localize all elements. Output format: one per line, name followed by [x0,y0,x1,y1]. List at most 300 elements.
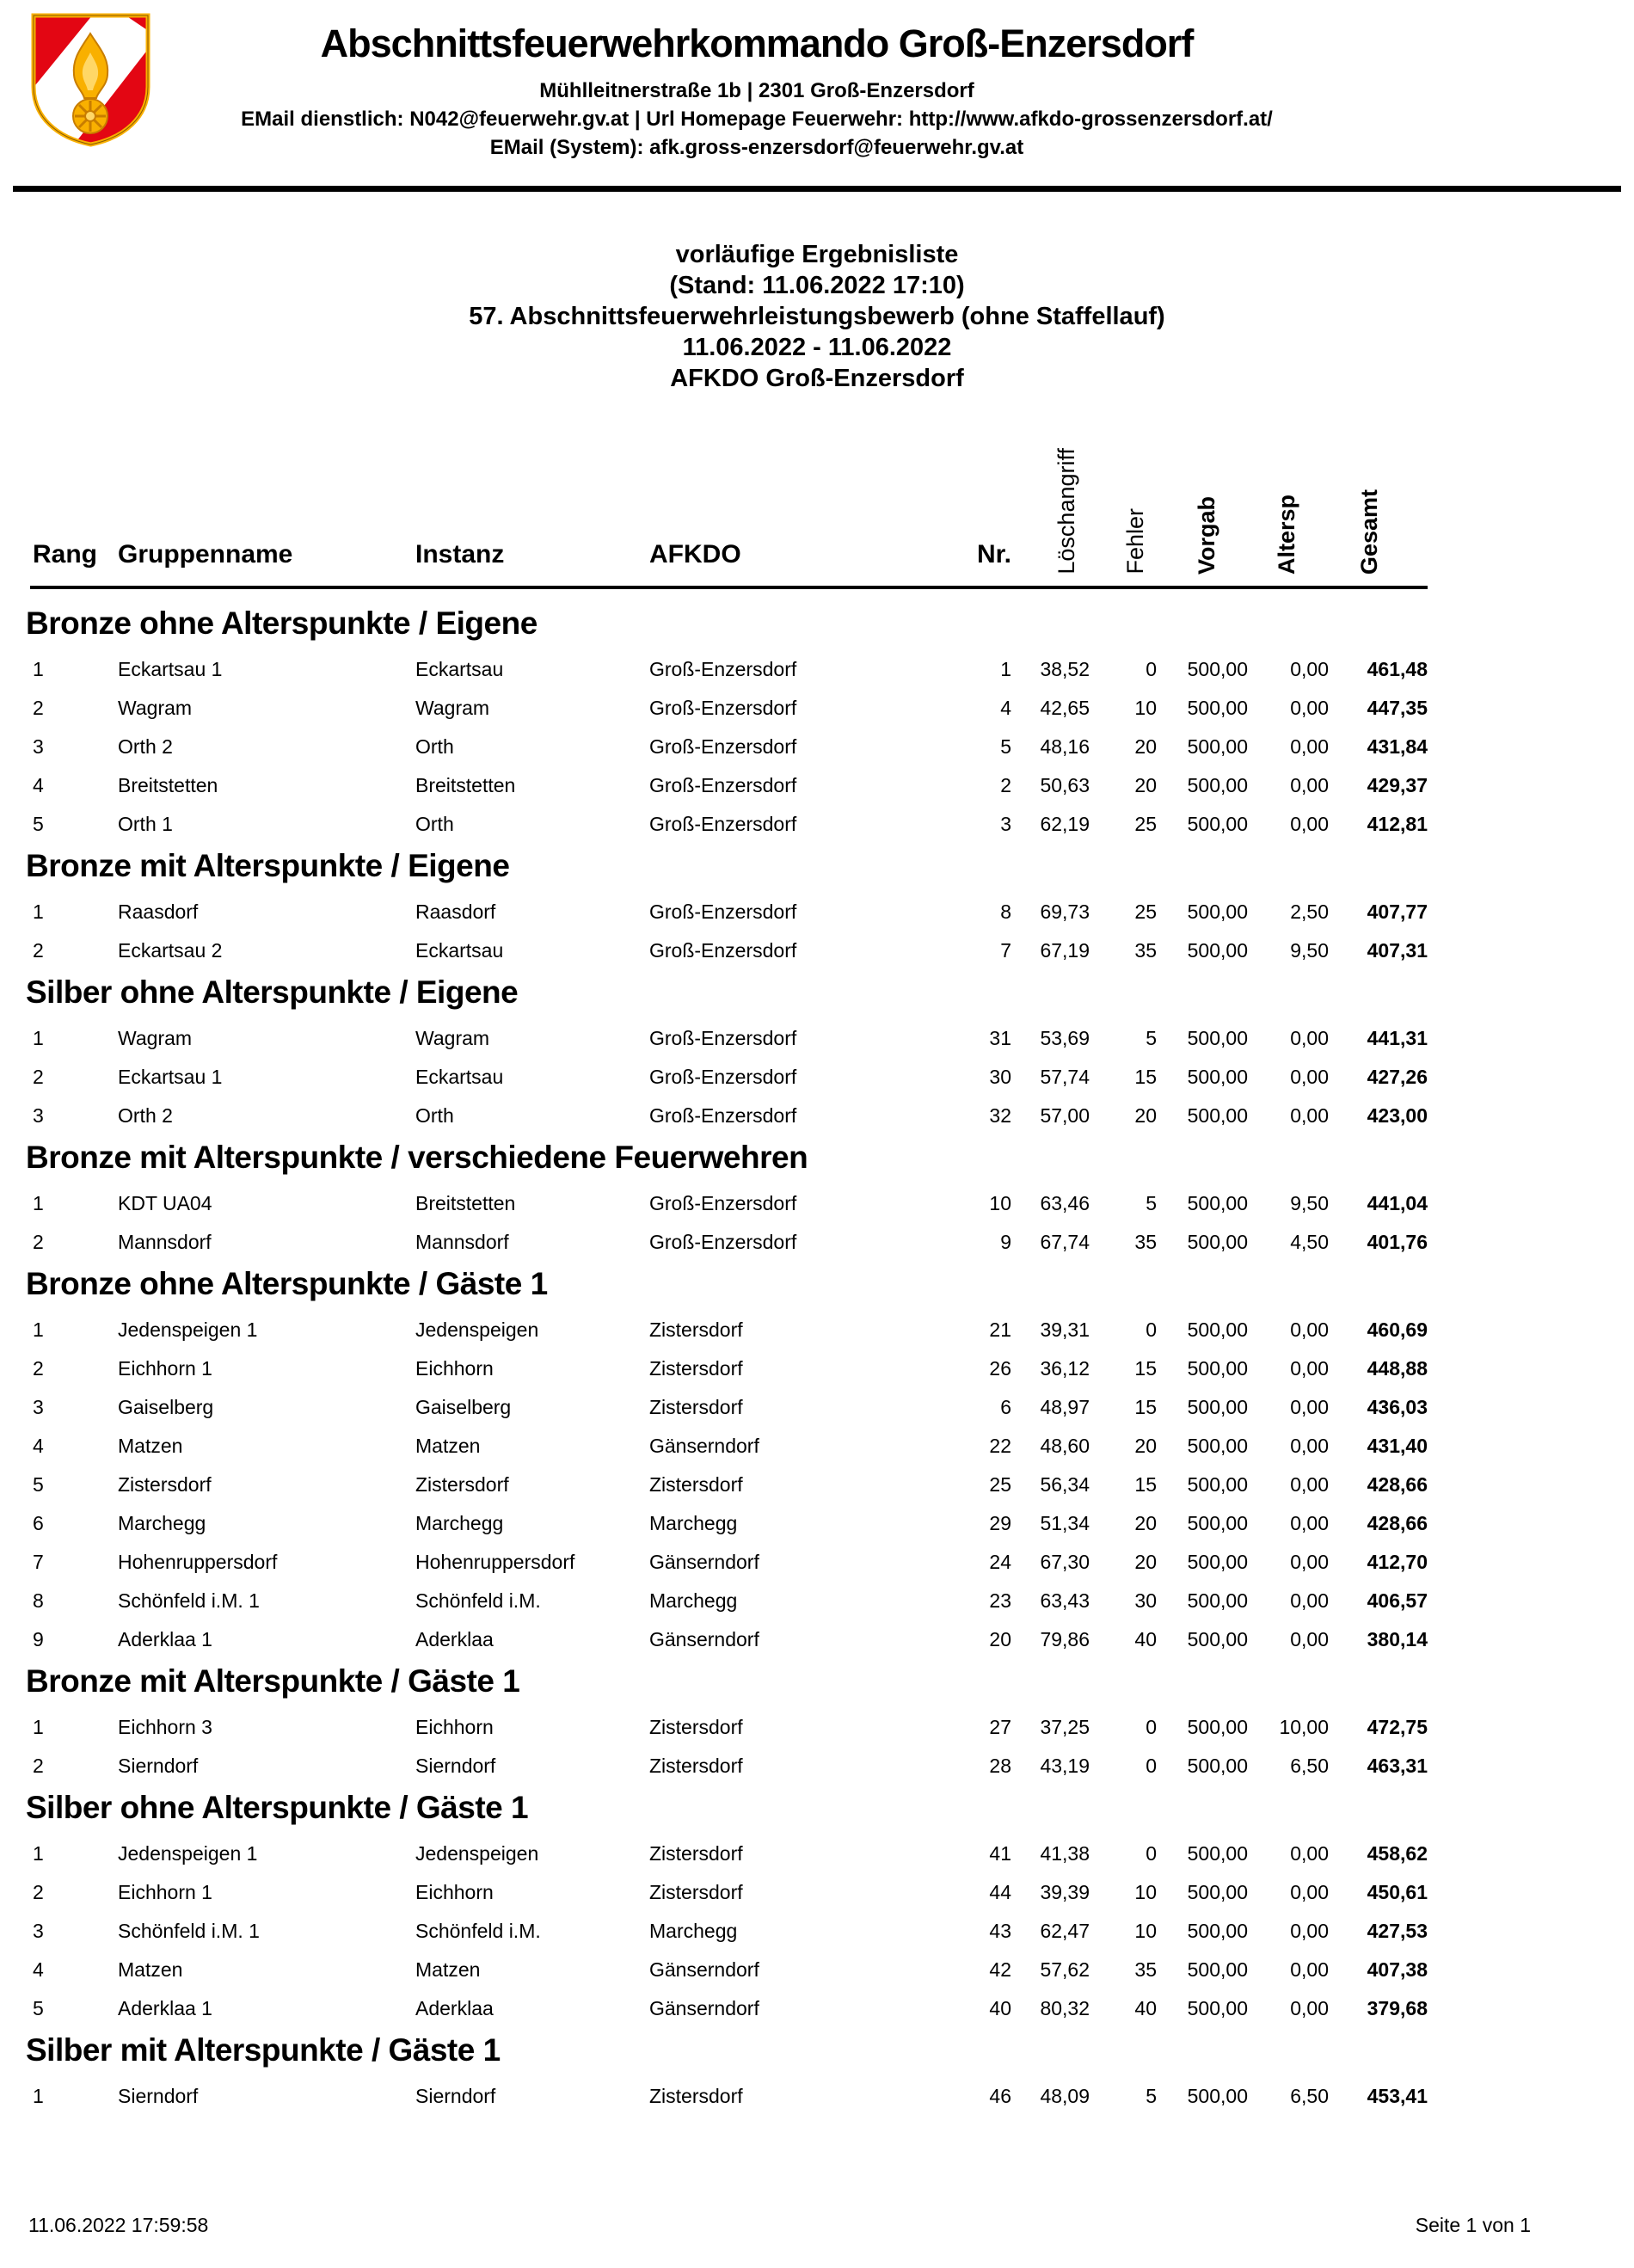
column-header-gruppenname: Gruppenname [118,540,293,569]
cell-loeschangriff: 80,32 [1040,1997,1090,2019]
cell-loeschangriff: 67,19 [1040,939,1090,962]
cell-fehler: 35 [1134,939,1157,962]
cell-rang: 4 [33,774,44,796]
cell-loeschangriff: 67,30 [1040,1551,1090,1573]
cell-gruppenname: Orth 2 [118,1104,173,1127]
cell-gesamt: 379,68 [1367,1997,1428,2019]
print-timestamp: 11.06.2022 17:59:58 [28,2214,209,2236]
cell-rang: 1 [33,1192,44,1214]
cell-rang: 5 [33,1997,44,2019]
cell-gruppenname: Orth 1 [118,813,173,835]
cell-gruppenname: Eichhorn 3 [118,1716,212,1738]
column-header-instanz: Instanz [415,540,505,569]
table-row [0,1620,1634,1659]
cell-rang: 1 [33,1318,44,1341]
cell-instanz: Gaiselberg [415,1396,512,1418]
cell-gesamt: 427,53 [1367,1920,1428,1942]
cell-gruppenname: Sierndorf [118,1755,199,1777]
cell-afkdo: Groß-Enzersdorf [649,1192,797,1214]
section-title: Bronze mit Alterspunkte / Eigene [26,848,510,883]
cell-rang: 1 [33,1716,44,1738]
cell-altersp: 0,00 [1290,1881,1329,1903]
cell-gruppenname: Gaiselberg [118,1396,214,1418]
organization-title: Abschnittsfeuerwehrkommando Groß-Enzersdorf [320,22,1194,65]
cell-afkdo: Groß-Enzersdorf [649,697,797,719]
table-row [0,1058,1634,1097]
cell-instanz: Eichhorn [415,1716,494,1738]
cell-nr: 2 [1000,774,1011,796]
cell-nr: 43 [989,1920,1011,1942]
cell-fehler: 10 [1134,1881,1157,1903]
cell-gesamt: 412,70 [1367,1551,1428,1573]
cell-fehler: 0 [1146,1755,1157,1777]
cell-vorgab: 500,00 [1187,900,1248,923]
cell-altersp: 0,00 [1290,1066,1329,1088]
column-header-nr: Nr. [976,540,1011,569]
cell-fehler: 30 [1134,1589,1157,1612]
cell-afkdo: Gänserndorf [649,1551,759,1573]
cell-loeschangriff: 53,69 [1040,1027,1090,1049]
cell-loeschangriff: 69,73 [1040,900,1090,923]
cell-gesamt: 401,76 [1367,1231,1428,1253]
table-body [0,605,1634,2119]
cell-gesamt: 431,84 [1367,735,1428,758]
cell-fehler: 0 [1146,1716,1157,1738]
cell-rang: 2 [33,1755,44,1777]
cell-gesamt: 447,35 [1367,697,1428,719]
cell-gruppenname: Eichhorn 1 [118,1881,212,1903]
cell-gesamt: 450,61 [1367,1881,1428,1903]
cell-afkdo: Groß-Enzersdorf [649,1066,797,1088]
result-section [0,847,1634,970]
cell-instanz: Eckartsau [415,658,504,680]
cell-rang: 1 [33,1027,44,1049]
cell-gesamt: 428,66 [1367,1473,1428,1496]
cell-fehler: 15 [1134,1066,1157,1088]
table-row [0,1504,1634,1543]
column-header-loeschangriff: Löschangriff [1054,448,1079,575]
column-header-afkdo: AFKDO [649,540,741,569]
cell-afkdo: Zistersdorf [649,1842,743,1865]
cell-vorgab: 500,00 [1187,1589,1248,1612]
table-row [0,1097,1634,1135]
cell-instanz: Orth [415,1104,454,1127]
table-row [0,1388,1634,1427]
cell-afkdo: Zistersdorf [649,1473,743,1496]
cell-instanz: Wagram [415,1027,490,1049]
cell-nr: 21 [989,1318,1011,1341]
cell-afkdo: Gänserndorf [649,1958,759,1981]
cell-gruppenname: Jedenspeigen 1 [118,1842,258,1865]
cell-loeschangriff: 57,00 [1040,1104,1090,1127]
cell-gesamt: 460,69 [1367,1318,1428,1341]
cell-loeschangriff: 43,19 [1040,1755,1090,1777]
table-row [0,1019,1634,1058]
table-row [0,1184,1634,1223]
cell-rang: 2 [33,1881,44,1903]
cell-loeschangriff: 50,63 [1040,774,1090,796]
cell-fehler: 40 [1134,1628,1157,1650]
section-rows [0,650,1634,844]
cell-gruppenname: Mannsdorf [118,1231,212,1253]
cell-gesamt: 461,48 [1367,658,1428,680]
cell-gruppenname: KDT UA04 [118,1192,212,1214]
cell-rang: 3 [33,735,44,758]
cell-altersp: 10,00 [1279,1716,1329,1738]
cell-instanz: Jedenspeigen [415,1318,539,1341]
cell-gesamt: 448,88 [1367,1357,1428,1380]
cell-altersp: 6,50 [1290,2085,1329,2107]
cell-rang: 1 [33,2085,44,2107]
date-range: 11.06.2022 - 11.06.2022 [682,334,952,361]
cell-nr: 23 [989,1589,1011,1612]
cell-loeschangriff: 51,34 [1040,1512,1090,1534]
cell-gesamt: 407,77 [1367,900,1428,923]
cell-altersp: 0,00 [1290,1842,1329,1865]
cell-fehler: 40 [1134,1997,1157,2019]
table-row [0,1989,1634,2028]
cell-afkdo: Zistersdorf [649,1357,743,1380]
cell-altersp: 0,00 [1290,1628,1329,1650]
cell-nr: 10 [989,1192,1011,1214]
cell-gesamt: 453,41 [1367,2085,1428,2107]
column-header-altersp: Altersp [1274,494,1299,575]
cell-altersp: 0,00 [1290,1473,1329,1496]
cell-gruppenname: Matzen [118,1435,183,1457]
cell-nr: 44 [989,1881,1011,1903]
cell-vorgab: 500,00 [1187,1881,1248,1903]
cell-fehler: 5 [1146,2085,1157,2107]
cell-altersp: 0,00 [1290,1435,1329,1457]
cell-afkdo: Zistersdorf [649,1318,743,1341]
cell-instanz: Breitstetten [415,1192,516,1214]
cell-nr: 24 [989,1551,1011,1573]
cell-instanz: Hohenruppersdorf [415,1551,575,1573]
cell-fehler: 15 [1134,1357,1157,1380]
cell-altersp: 0,00 [1290,658,1329,680]
cell-nr: 7 [1000,939,1011,962]
cell-rang: 5 [33,1473,44,1496]
cell-afkdo: Groß-Enzersdorf [649,658,797,680]
cell-nr: 32 [989,1104,1011,1127]
cell-gruppenname: Breitstetten [118,774,218,796]
cell-vorgab: 500,00 [1187,1842,1248,1865]
cell-loeschangriff: 62,47 [1040,1920,1090,1942]
cell-gruppenname: Raasdorf [118,900,199,923]
cell-nr: 20 [989,1628,1011,1650]
cell-gesamt: 441,31 [1367,1027,1428,1049]
cell-altersp: 9,50 [1290,1192,1329,1214]
cell-fehler: 10 [1134,697,1157,719]
cell-vorgab: 500,00 [1187,1104,1248,1127]
cell-loeschangriff: 57,74 [1040,1066,1090,1088]
cell-instanz: Eckartsau [415,939,504,962]
cell-altersp: 0,00 [1290,1512,1329,1534]
cell-vorgab: 500,00 [1187,1396,1248,1418]
cell-altersp: 0,00 [1290,735,1329,758]
cell-instanz: Mannsdorf [415,1231,509,1253]
cell-vorgab: 500,00 [1187,1473,1248,1496]
cell-altersp: 4,50 [1290,1231,1329,1253]
cell-gruppenname: Schönfeld i.M. 1 [118,1589,260,1612]
cell-nr: 25 [989,1473,1011,1496]
cell-fehler: 10 [1134,1920,1157,1942]
column-header-rang: Rang [33,540,97,569]
cell-instanz: Marchegg [415,1512,504,1534]
cell-instanz: Orth [415,813,454,835]
cell-rang: 1 [33,1842,44,1865]
cell-afkdo: Gänserndorf [649,1628,759,1650]
cell-fehler: 0 [1146,1842,1157,1865]
cell-gesamt: 427,26 [1367,1066,1428,1088]
result-section [0,1139,1634,1262]
cell-vorgab: 500,00 [1187,813,1248,835]
cell-gesamt: 472,75 [1367,1716,1428,1738]
cell-gruppenname: Jedenspeigen 1 [118,1318,258,1341]
cell-instanz: Raasdorf [415,900,496,923]
cell-instanz: Eichhorn [415,1881,494,1903]
cell-nr: 46 [989,2085,1011,2107]
cell-loeschangriff: 37,25 [1040,1716,1090,1738]
cell-gesamt: 458,62 [1367,1842,1428,1865]
cell-afkdo: Groß-Enzersdorf [649,1104,797,1127]
cell-afkdo: Groß-Enzersdorf [649,900,797,923]
cell-rang: 5 [33,813,44,835]
cell-gesamt: 380,14 [1367,1628,1428,1650]
cell-vorgab: 500,00 [1187,697,1248,719]
cell-afkdo: Zistersdorf [649,2085,743,2107]
cell-fehler: 20 [1134,1104,1157,1127]
section-title: Silber mit Alterspunkte / Gäste 1 [26,2032,501,2068]
section-rows [0,2077,1634,2116]
cell-gesamt: 441,04 [1367,1192,1428,1214]
cell-rang: 1 [33,900,44,923]
cell-instanz: Sierndorf [415,2085,496,2107]
table-row [0,766,1634,805]
cell-altersp: 6,50 [1290,1755,1329,1777]
section-title: Silber ohne Alterspunkte / Gäste 1 [26,1790,529,1825]
cell-afkdo: Groß-Enzersdorf [649,774,797,796]
table-row [0,1223,1634,1262]
result-section [0,605,1634,844]
cell-vorgab: 500,00 [1187,939,1248,962]
cell-instanz: Breitstetten [415,774,516,796]
table-row [0,1835,1634,1873]
column-header-gesamt: Gesamt [1356,489,1382,575]
cell-fehler: 20 [1134,735,1157,758]
column-header-fehler: Fehler [1122,508,1148,575]
cell-nr: 42 [989,1958,1011,1981]
cell-gruppenname: Eckartsau 2 [118,939,223,962]
cell-gruppenname: Wagram [118,697,193,719]
table-header-divider [30,586,1428,589]
cell-altersp: 0,00 [1290,1958,1329,1981]
address-line: Mühlleitnerstraße 1b | 2301 Groß-Enzersdorf [539,79,974,102]
cell-loeschangriff: 62,19 [1040,813,1090,835]
cell-fehler: 20 [1134,774,1157,796]
cell-nr: 40 [989,1997,1011,2019]
document-title-block [0,239,1634,394]
table-row [0,689,1634,728]
cell-afkdo: Zistersdorf [649,1755,743,1777]
cell-rang: 6 [33,1512,44,1534]
cell-nr: 26 [989,1357,1011,1380]
table-row [0,728,1634,766]
cell-rang: 3 [33,1104,44,1127]
section-title: Bronze mit Alterspunkte / verschiedene Feuerwehren [26,1140,808,1175]
table-row [0,805,1634,844]
email-homepage-line: EMail dienstlich: N042@feuerwehr.gv.at | Url Homepage Feuerwehr: http://www.afkdo-grossenzersdorf.at/ [241,108,1273,131]
cell-gruppenname: Aderklaa 1 [118,1997,212,2019]
cell-altersp: 0,00 [1290,1920,1329,1942]
cell-nr: 3 [1000,813,1011,835]
cell-gruppenname: Zistersdorf [118,1473,212,1496]
cell-nr: 22 [989,1435,1011,1457]
cell-rang: 8 [33,1589,44,1612]
cell-gruppenname: Eckartsau 1 [118,1066,223,1088]
cell-altersp: 0,00 [1290,813,1329,835]
cell-afkdo: Zistersdorf [649,1716,743,1738]
cell-gesamt: 423,00 [1367,1104,1428,1127]
cell-vorgab: 500,00 [1187,1755,1248,1777]
page-number: Seite 1 von 1 [1415,2214,1531,2236]
table-row [0,1427,1634,1466]
cell-fehler: 15 [1134,1473,1157,1496]
cell-vorgab: 500,00 [1187,1066,1248,1088]
table-row [0,1708,1634,1747]
result-section [0,1789,1634,2028]
cell-afkdo: Groß-Enzersdorf [649,939,797,962]
cell-vorgab: 500,00 [1187,1512,1248,1534]
cell-instanz: Matzen [415,1958,481,1981]
result-section [0,974,1634,1135]
cell-afkdo: Marchegg [649,1589,738,1612]
afkdo-line: AFKDO Groß-Enzersdorf [670,365,964,392]
cell-nr: 27 [989,1716,1011,1738]
cell-instanz: Zistersdorf [415,1473,509,1496]
cell-gesamt: 407,38 [1367,1958,1428,1981]
cell-vorgab: 500,00 [1187,1551,1248,1573]
cell-fehler: 5 [1146,1027,1157,1049]
cell-gesamt: 463,31 [1367,1755,1428,1777]
cell-afkdo: Zistersdorf [649,1396,743,1418]
table-row [0,1466,1634,1504]
cell-gesamt: 406,57 [1367,1589,1428,1612]
cell-altersp: 0,00 [1290,774,1329,796]
cell-fehler: 20 [1134,1435,1157,1457]
cell-rang: 1 [33,658,44,680]
cell-gruppenname: Hohenruppersdorf [118,1551,278,1573]
cell-altersp: 0,00 [1290,697,1329,719]
cell-fehler: 20 [1134,1512,1157,1534]
cell-instanz: Eichhorn [415,1357,494,1380]
cell-loeschangriff: 36,12 [1040,1357,1090,1380]
table-row [0,650,1634,689]
cell-gruppenname: Wagram [118,1027,193,1049]
cell-nr: 8 [1000,900,1011,923]
section-rows [0,1019,1634,1135]
cell-vorgab: 500,00 [1187,2085,1248,2107]
result-section [0,2031,1634,2116]
cell-loeschangriff: 48,97 [1040,1396,1090,1418]
column-header-vorgab: Vorgab [1194,495,1219,575]
header-divider [13,186,1621,192]
cell-altersp: 0,00 [1290,1318,1329,1341]
cell-fehler: 5 [1146,1192,1157,1214]
cell-instanz: Schönfeld i.M. [415,1589,541,1612]
cell-afkdo: Marchegg [649,1512,738,1534]
cell-loeschangriff: 57,62 [1040,1958,1090,1981]
cell-afkdo: Groß-Enzersdorf [649,813,797,835]
cell-gesamt: 436,03 [1367,1396,1428,1418]
cell-instanz: Schönfeld i.M. [415,1920,541,1942]
result-section [0,1663,1634,1786]
cell-rang: 3 [33,1920,44,1942]
cell-fehler: 25 [1134,900,1157,923]
cell-fehler: 20 [1134,1551,1157,1573]
table-row [0,1543,1634,1582]
cell-fehler: 0 [1146,1318,1157,1341]
cell-vorgab: 500,00 [1187,1027,1248,1049]
status-line: (Stand: 11.06.2022 17:10) [669,272,965,299]
section-rows [0,1184,1634,1262]
cell-instanz: Wagram [415,697,490,719]
cell-nr: 30 [989,1066,1011,1088]
cell-nr: 4 [1000,697,1011,719]
cell-afkdo: Gänserndorf [649,1435,759,1457]
cell-gruppenname: Aderklaa 1 [118,1628,212,1650]
letterhead [0,22,1514,162]
cell-rang: 2 [33,939,44,962]
cell-rang: 7 [33,1551,44,1573]
cell-loeschangriff: 48,09 [1040,2085,1090,2107]
cell-altersp: 0,00 [1290,1997,1329,2019]
cell-vorgab: 500,00 [1187,1192,1248,1214]
cell-loeschangriff: 42,65 [1040,697,1090,719]
table-row [0,931,1634,970]
cell-loeschangriff: 38,52 [1040,658,1090,680]
cell-fehler: 25 [1134,813,1157,835]
section-title: Bronze mit Alterspunkte / Gäste 1 [26,1663,520,1699]
cell-gesamt: 407,31 [1367,939,1428,962]
cell-loeschangriff: 39,31 [1040,1318,1090,1341]
cell-vorgab: 500,00 [1187,1318,1248,1341]
cell-instanz: Sierndorf [415,1755,496,1777]
table-row [0,1349,1634,1388]
table-row [0,2077,1634,2116]
result-section [0,1265,1634,1659]
cell-rang: 2 [33,1357,44,1380]
cell-afkdo: Groß-Enzersdorf [649,1027,797,1049]
cell-gruppenname: Eckartsau 1 [118,658,223,680]
cell-gesamt: 428,66 [1367,1512,1428,1534]
section-rows [0,1708,1634,1786]
cell-nr: 31 [989,1027,1011,1049]
cell-vorgab: 500,00 [1187,1920,1248,1942]
section-title: Silber ohne Alterspunkte / Eigene [26,974,519,1010]
cell-gruppenname: Orth 2 [118,735,173,758]
section-rows [0,1835,1634,2028]
cell-rang: 2 [33,1231,44,1253]
table-row [0,1582,1634,1620]
cell-loeschangriff: 39,39 [1040,1881,1090,1903]
cell-nr: 41 [989,1842,1011,1865]
cell-rang: 9 [33,1628,44,1650]
cell-fehler: 35 [1134,1231,1157,1253]
cell-altersp: 0,00 [1290,1589,1329,1612]
cell-gesamt: 412,81 [1367,813,1428,835]
cell-instanz: Jedenspeigen [415,1842,539,1865]
